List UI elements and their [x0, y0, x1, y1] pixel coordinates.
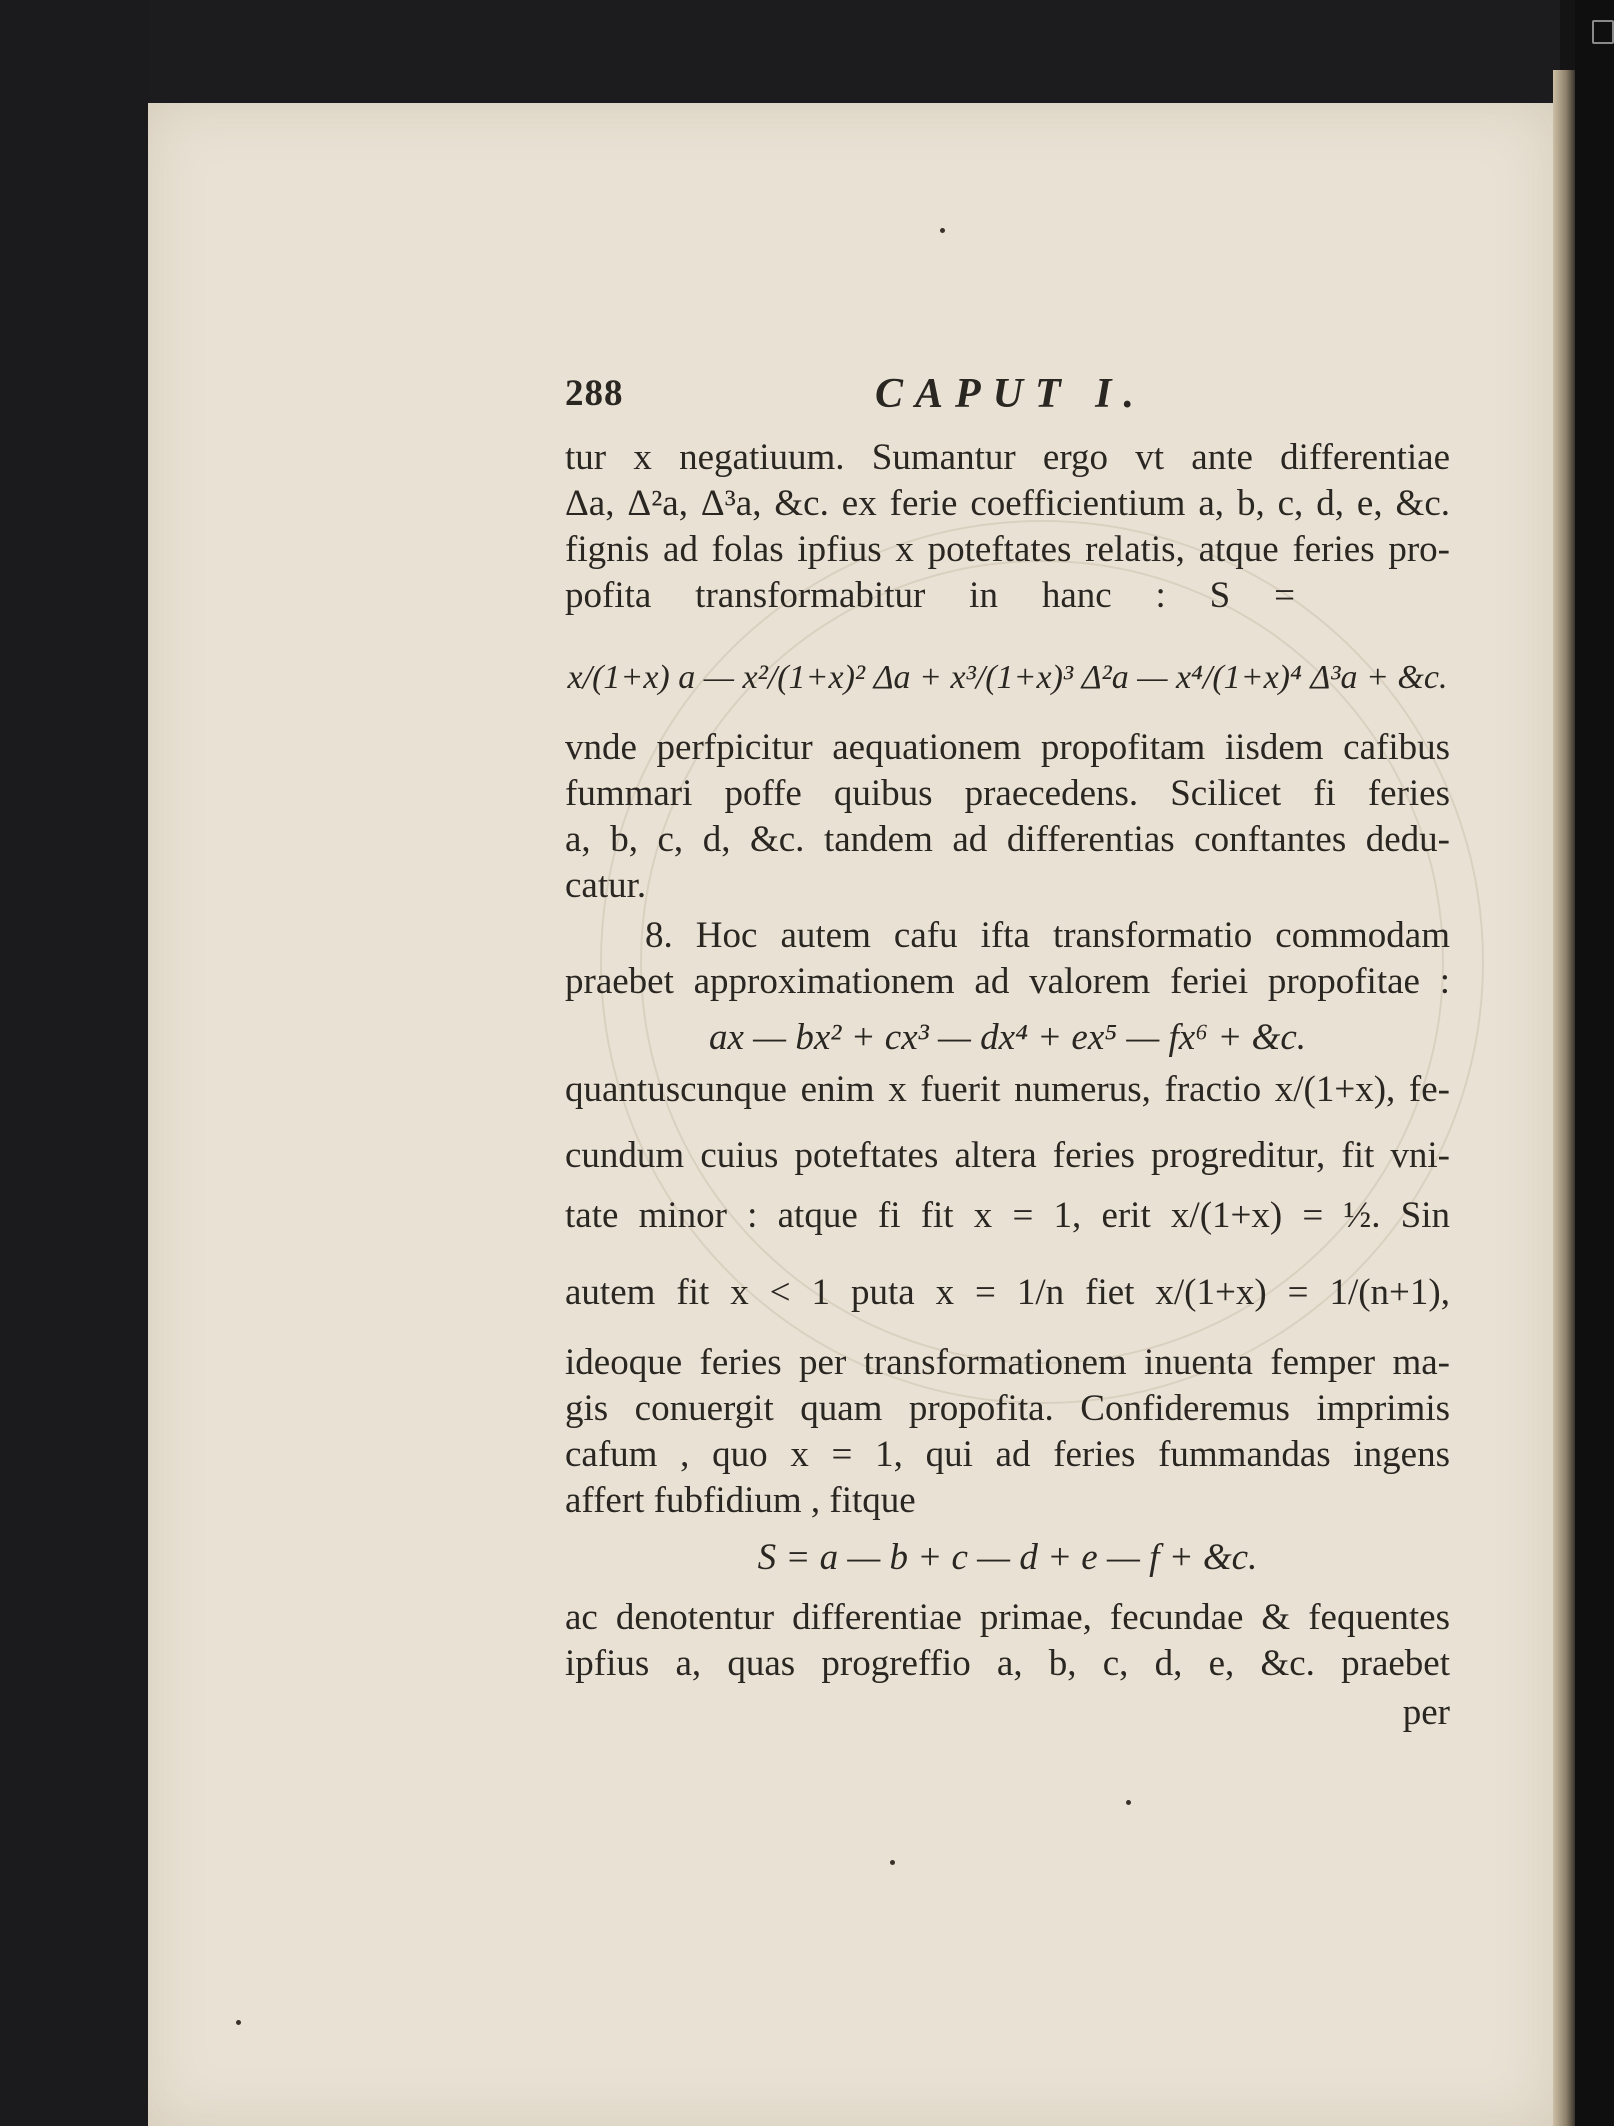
text-line: tur x negatiuum. Sumantur ergo vt ante differentiae	[565, 437, 1450, 478]
page-edge	[1553, 70, 1575, 2126]
chapter-heading: CAPUT I.	[875, 371, 1147, 417]
text-line: tate minor : atque fi fit x = 1, erit x/(1+x) = ½. Sin	[565, 1195, 1450, 1236]
text-line: ipfius a, quas progreffio a, b, c, d, e, &c. praebet	[565, 1643, 1450, 1684]
text-line: affert fubfidium , fitque	[565, 1480, 916, 1521]
text-line: gis conuergit quam propofita. Confideremus imprimis	[565, 1388, 1450, 1429]
text-line: ac denotentur differentiae primae, fecundae & fequentes	[565, 1597, 1450, 1638]
scan-background-left	[0, 0, 150, 2126]
text-line: fignis ad folas ipfius x poteftates relatis, atque feries pro-	[565, 529, 1450, 570]
book-spine	[1575, 0, 1614, 2126]
equation-line: ax — bx² + cx³ — dx⁴ + ex⁵ — fx⁶ + &c.	[709, 1017, 1306, 1058]
ink-speck	[1126, 1800, 1131, 1805]
text-line: a, b, c, d, &c. tandem ad differentias conftantes dedu-	[565, 819, 1450, 860]
text-line: pofita transformabitur in hanc : S =	[565, 575, 1295, 616]
text-line: catur.	[565, 865, 647, 906]
page-number: 288	[565, 373, 624, 414]
ink-speck	[940, 228, 945, 233]
ink-speck	[890, 1860, 895, 1865]
text-line: autem fit x < 1 puta x = 1/n fiet x/(1+x) = 1/(n+1),	[565, 1272, 1450, 1313]
paragraph-start-line: 8. Hoc autem cafu ifta transformatio commodam	[645, 915, 1450, 956]
running-head	[565, 372, 1445, 422]
text-line: quantuscunque enim x fuerit numerus, fractio x/(1+x), fe-	[565, 1069, 1450, 1110]
text-line: vnde perfpicitur aequationem propofitam iisdem cafibus	[565, 727, 1450, 768]
text-line: ideoque feries per transformationem inuenta femper ma-	[565, 1342, 1450, 1383]
text-line: cundum cuius poteftates altera feries progreditur, fit vni-	[565, 1135, 1450, 1176]
equation-line: x/(1+x) a — x²/(1+x)² Δa + x³/(1+x)³ Δ²a — x⁴/(1+x)⁴ Δ³a + &c.	[567, 659, 1448, 696]
text-line: Δa, Δ²a, Δ³a, &c. ex ferie coefficientium a, b, c, d, e, &c.	[565, 483, 1450, 524]
ink-speck	[236, 2020, 241, 2025]
text-line: cafum , quo x = 1, qui ad feries fummandas ingens	[565, 1434, 1450, 1475]
equation-line: S = a — b + c — d + e — f + &c.	[757, 1537, 1258, 1578]
catchword: per	[1402, 1692, 1450, 1733]
text-line: praebet approximationem ad valorem feriei propofitae :	[565, 961, 1450, 1002]
clip-icon	[1592, 20, 1614, 44]
text-line: fummari poffe quibus praecedens. Scilicet fi feries	[565, 773, 1450, 814]
